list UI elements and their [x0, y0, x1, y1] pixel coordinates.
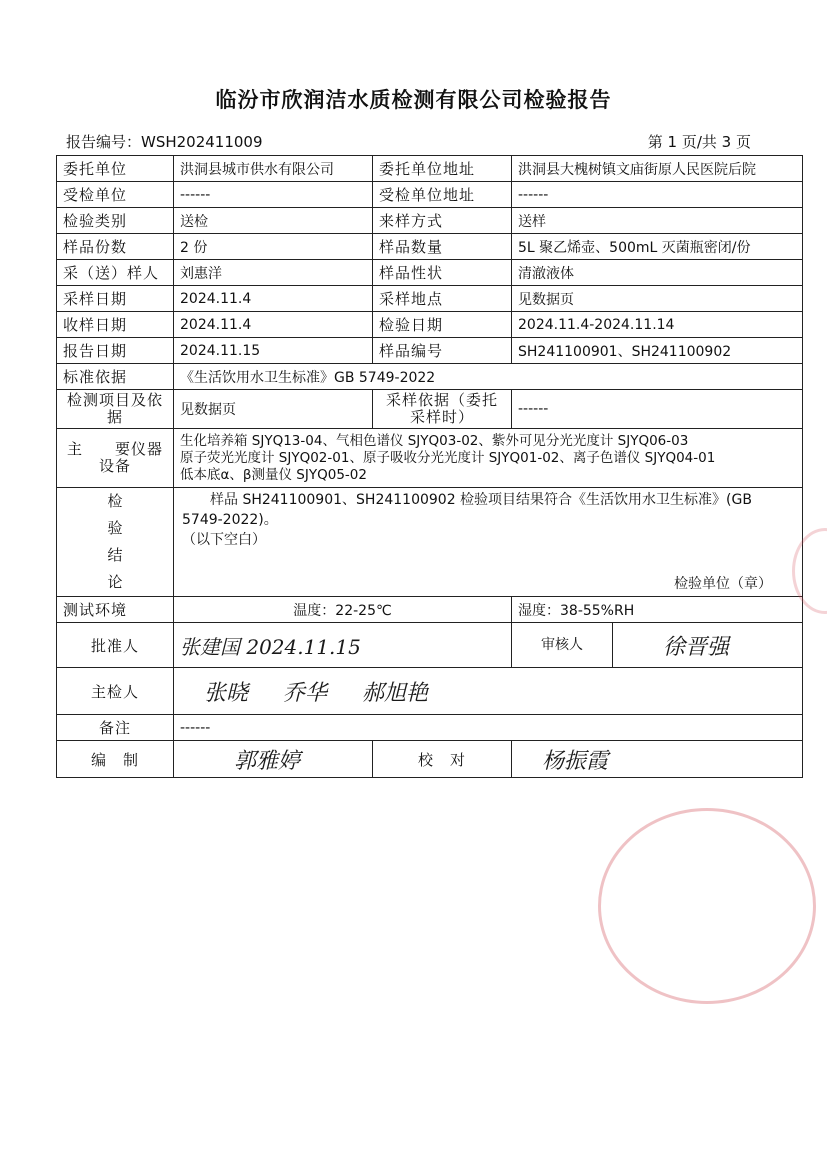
sample-place-value: 见数据页 — [512, 286, 803, 312]
quantity-label: 样品数量 — [373, 234, 512, 260]
receive-date-label: 收样日期 — [57, 312, 174, 338]
checker-signature: 杨振霞 — [512, 741, 803, 778]
test-items-value: 见数据页 — [174, 390, 373, 429]
report-date-value: 2024.11.15 — [174, 338, 373, 364]
report-number: 报告编号：WSH202411009 — [66, 133, 263, 151]
reviewer-cell — [512, 623, 803, 668]
equipment-line: 原子荧光光度计 SJYQ02-01、原子吸收分光光度计 SJYQ01-02、离子色谱仪 SJYQ04-01 — [180, 449, 716, 466]
sampling-basis-label: 采样依据（委托采样时） — [373, 390, 512, 429]
nature-value: 清澈液体 — [512, 260, 803, 286]
reviewer-signature: 徐晋强 — [663, 634, 730, 660]
reviewer-label: 审核人 — [512, 623, 613, 667]
quantity-value: 5L 聚乙烯壶、500mL 灭菌瓶密闭/份 — [512, 234, 803, 260]
inspector-signatures: 张晓 乔华 郝旭艳 — [174, 668, 803, 715]
sampling-method-value: 送样 — [512, 208, 803, 234]
client-address-label: 委托单位地址 — [373, 156, 512, 182]
conclusion-cell — [174, 488, 803, 597]
copies-label: 样品份数 — [57, 234, 174, 260]
inspector-label: 主检人 — [57, 668, 174, 715]
conclusion-label-char: 检 — [107, 492, 123, 510]
category-label: 检验类别 — [57, 208, 174, 234]
inspected-value: ------ — [174, 182, 373, 208]
sampling-basis-value: ------ — [512, 390, 803, 429]
receive-date-value: 2024.11.4 — [174, 312, 373, 338]
official-seal — [598, 808, 816, 1004]
humidity-value: 湿度：38-55%RH — [512, 597, 803, 623]
checker-label: 校 对 — [373, 741, 512, 778]
sample-place-label: 采样地点 — [373, 286, 512, 312]
compiler-label: 编 制 — [57, 741, 174, 778]
page-indicator: 第 1 页/共 3 页 — [647, 133, 751, 151]
inspection-unit-stamp: 检验单位（章） — [674, 576, 772, 592]
client-label: 委托单位 — [57, 156, 174, 182]
sample-date-value: 2024.11.4 — [174, 286, 373, 312]
conclusion-label — [57, 488, 174, 597]
report-title: 临汾市欣润洁水质检测有限公司检验报告 — [215, 88, 612, 112]
sender-value: 刘惠洋 — [174, 260, 373, 286]
environment-label: 测试环境 — [57, 597, 174, 623]
inspected-address-value: ------ — [512, 182, 803, 208]
client-value: 洪洞县城市供水有限公司 — [174, 156, 373, 182]
standard-value: 《生活饮用水卫生标准》GB 5749-2022 — [174, 364, 803, 390]
temperature-value: 温度：22-25℃ — [174, 597, 512, 623]
sample-number-label: 样品编号 — [373, 338, 512, 364]
copies-value: 2 份 — [174, 234, 373, 260]
standard-label: 标准依据 — [57, 364, 174, 390]
test-date-label: 检验日期 — [373, 312, 512, 338]
nature-label: 样品性状 — [373, 260, 512, 286]
client-address-value: 洪洞县大槐树镇文庙街原人民医院后院 — [512, 156, 803, 182]
conclusion-label-char: 验 — [107, 519, 123, 537]
equipment-value — [174, 429, 803, 488]
conclusion-text: 样品 SH241100901、SH241100902 检验项目结果符合《生活饮用水卫生标准》(GB 5749-2022)。 — [182, 492, 752, 528]
test-date-value: 2024.11.4-2024.11.14 — [512, 312, 803, 338]
approver-signature: 张建国 2024.11.15 — [174, 623, 512, 668]
sample-number-value: SH241100901、SH241100902 — [512, 338, 803, 364]
equipment-line: 低本底α、β测量仪 SJYQ05-02 — [180, 466, 367, 483]
equipment-line: 生化培养箱 SJYQ13-04、气相色谱仪 SJYQ03-02、紫外可见分光光度计 SJYQ06-03 — [180, 432, 689, 449]
approver-label: 批准人 — [57, 623, 174, 668]
inspected-address-label: 受检单位地址 — [373, 182, 512, 208]
test-items-label: 检测项目及依据 — [57, 390, 174, 429]
sender-label: 采（送）样人 — [57, 260, 174, 286]
sampling-method-label: 来样方式 — [373, 208, 512, 234]
remark-value: ------ — [174, 715, 803, 741]
report-table — [56, 155, 803, 778]
equipment-label: 主 要仪器设备 — [57, 429, 174, 488]
category-value: 送检 — [174, 208, 373, 234]
conclusion-label-char: 结 — [107, 546, 123, 564]
compiler-signature: 郭雅婷 — [174, 741, 373, 778]
inspected-label: 受检单位 — [57, 182, 174, 208]
remark-label: 备注 — [57, 715, 174, 741]
blank-note: （以下空白） — [182, 532, 266, 548]
conclusion-label-char: 论 — [107, 573, 123, 591]
report-date-label: 报告日期 — [57, 338, 174, 364]
sample-date-label: 采样日期 — [57, 286, 174, 312]
